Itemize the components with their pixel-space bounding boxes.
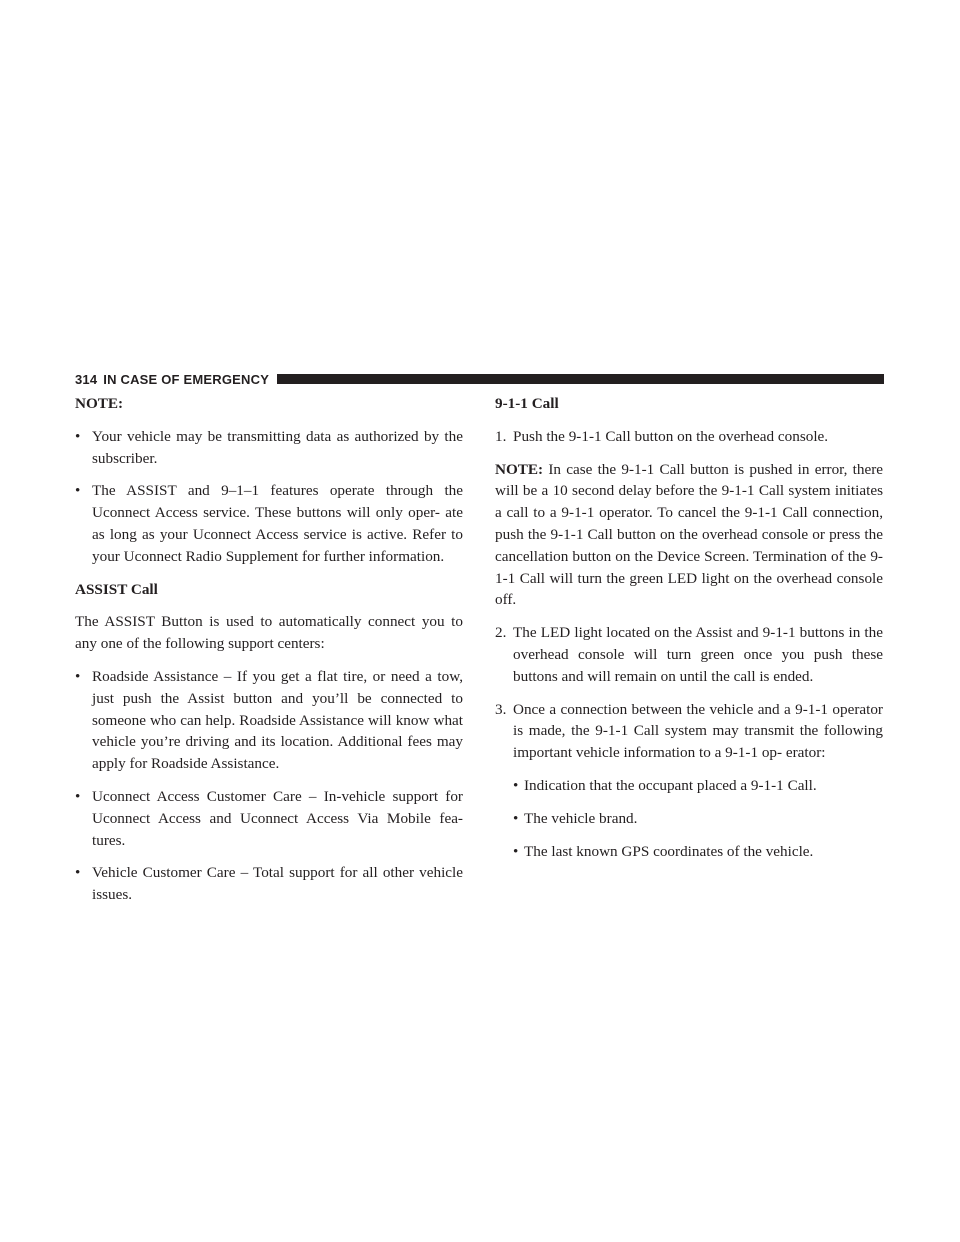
transmitted-info-list — [513, 775, 883, 862]
note-text: In case the 9-1-1 Call button is pushed in error, there will be a 10 second delay before the 9-1-1 Call system initiates a call to a 9-1-1 operator. To cancel the 9-1-1 Call connection, push the 9-1-1 Call button on the overhead console or press the cancellation button on the Device Screen. Termination of the 9-1-1 Call will turn the green LED light on the overhead console off. — [495, 460, 883, 609]
page-number: 314 — [75, 371, 98, 387]
step-number: 1. — [495, 427, 507, 445]
step-1 — [495, 426, 883, 448]
step-3 — [495, 699, 883, 863]
bullet-symbol: • — [513, 776, 519, 794]
911-call-heading: 9-1-1 Call — [495, 395, 559, 412]
info-text: The last known GPS coordinates of the vehicle. — [524, 842, 814, 860]
step-text: Push the 9-1-1 Call button on the overhead console. — [513, 427, 829, 445]
note-bullet-text: Your vehicle may be transmitting data as authorized by the subscriber. — [92, 427, 463, 467]
assist-bullet — [75, 786, 463, 851]
bullet-symbol: • — [75, 427, 81, 445]
transmitted-info-item — [513, 841, 883, 863]
page-header — [75, 369, 884, 389]
call-note — [495, 459, 883, 612]
assist-intro: The ASSIST Button is used to automatically connect you to any one of the following support centers: — [75, 613, 463, 653]
left-column — [75, 393, 463, 917]
step-text: The LED light located on the Assist and 9-1-1 buttons in the overhead console will turn green once you push these buttons and will remain on until the call is ended. — [513, 624, 883, 685]
step-number: 3. — [495, 700, 507, 718]
transmitted-info-item — [513, 808, 883, 830]
assist-bullet-text: Vehicle Customer Care – Total support for all other vehicle issues. — [92, 864, 463, 904]
assist-bullet — [75, 666, 463, 775]
note-bullet — [75, 426, 463, 470]
step-number: 2. — [495, 624, 507, 642]
note-label: NOTE: — [75, 395, 124, 412]
note-bullet — [75, 480, 463, 567]
assist-call-heading: ASSIST Call — [75, 580, 158, 598]
assist-bullet-text: Roadside Assistance – If you get a flat tire, or need a tow, just push the Assist button and you’ll be connected to someone who can help. Roadside Assistance will know what vehicle you’re driving and its location. Additional fees may apply for Roadside Assistance. — [92, 667, 463, 773]
right-column — [495, 393, 883, 873]
info-text: Indication that the occupant placed a 9-1-1 Call. — [524, 776, 817, 794]
bullet-symbol: • — [513, 809, 519, 827]
bullet-symbol: • — [513, 842, 519, 860]
header-rule — [277, 374, 884, 384]
bullet-symbol: • — [75, 864, 81, 882]
transmitted-info-item — [513, 775, 883, 797]
note-bullet-text: The ASSIST and 9–1–1 features operate through the Uconnect Access service. These buttons will only oper- ate as long as your Uconnect Access service is active. Refer to your Uconnect Radio Supplement for further information. — [92, 482, 463, 565]
bullet-symbol: • — [75, 667, 81, 685]
bullet-symbol: • — [75, 787, 81, 805]
assist-bullet — [75, 862, 463, 906]
info-text: The vehicle brand. — [524, 809, 638, 827]
section-title: IN CASE OF EMERGENCY — [103, 371, 270, 387]
step-2 — [495, 622, 883, 687]
step-text: Once a connection between the vehicle and a 9-1-1 operator is made, the 9-1-1 Call system may transmit the following important vehicle information to a 9-1-1 op- erator: — [513, 700, 883, 762]
assist-bullet-text: Uconnect Access Customer Care – In-vehicle support for Uconnect Access and Uconnect Access Via Mobile fea- tures. — [92, 787, 463, 849]
note-label: NOTE: — [495, 460, 544, 478]
bullet-symbol: • — [75, 482, 81, 500]
